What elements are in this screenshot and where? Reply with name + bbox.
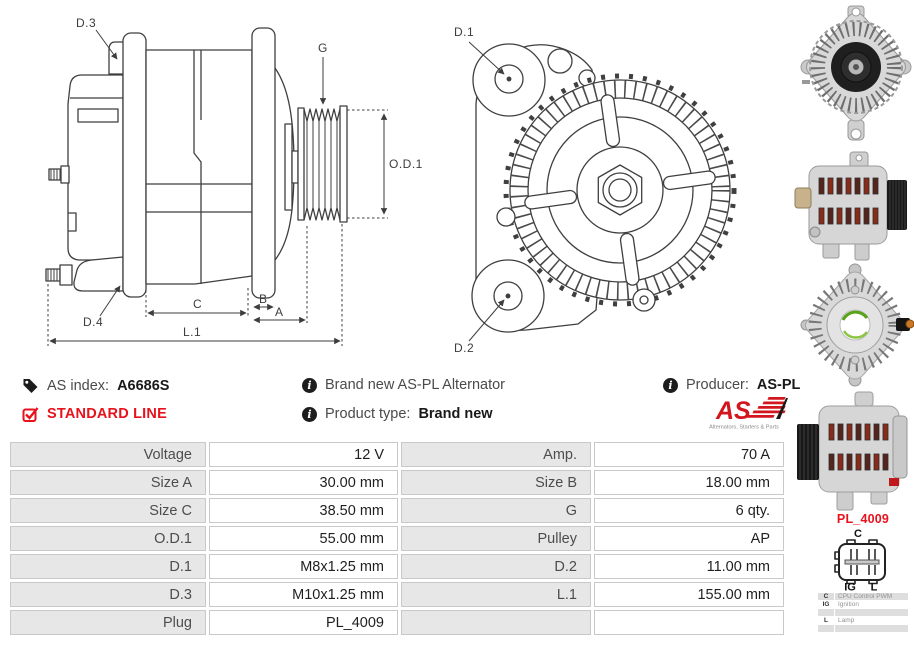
spec-label-voltage: Voltage (10, 442, 206, 467)
spec-label-size-c: Size C (10, 498, 206, 523)
legend-desc (835, 609, 908, 616)
info-icon: i (302, 378, 317, 393)
product-type-label: Product type: (325, 406, 411, 422)
spec-value-size-c: 38.50 mm (209, 498, 398, 523)
product-photo-side-right (793, 148, 914, 262)
as-index-label: AS index: (47, 377, 110, 394)
legend-key: L (818, 617, 834, 624)
drawing-front-view (430, 0, 790, 365)
spec-value-size-a: 30.00 mm (209, 470, 398, 495)
spec-label-empty (401, 610, 591, 635)
spec-table (10, 442, 784, 635)
producer-row (663, 377, 800, 393)
dim-label-d1: D.1 (454, 25, 475, 39)
spec-value-amp: 70 A (594, 442, 784, 467)
spec-label-d3: D.3 (10, 582, 206, 607)
plug-title: PL_4009 (836, 512, 890, 526)
standard-line-row (22, 406, 167, 422)
product-photo-rear (796, 260, 914, 390)
spec-value-l1: 155.00 mm (594, 582, 784, 607)
spec-value-d2: 11.00 mm (594, 554, 784, 579)
plug-pin-c-label: C (854, 528, 862, 540)
spec-value-voltage: 12 V (209, 442, 398, 467)
producer-value: AS-PL (756, 377, 801, 393)
spec-label-d1: D.1 (10, 554, 206, 579)
producer-label: Producer: (686, 377, 749, 393)
logo-text: AS (716, 397, 751, 425)
plug-connector-diagram (833, 527, 893, 591)
spec-value-d1: M8x1.25 mm (209, 554, 398, 579)
plug-legend (818, 593, 908, 632)
info-icon: i (663, 378, 678, 393)
dim-label-g: G (318, 41, 328, 55)
standard-line-badge: STANDARD LINE (47, 406, 167, 422)
legend-key: IG (818, 601, 834, 608)
spec-label-plug: Plug (10, 610, 206, 635)
legend-desc: Lamp (835, 617, 908, 624)
as-index-value: A6686S (117, 377, 170, 394)
spec-label-pulley: Pulley (401, 526, 591, 551)
as-pl-logo (698, 394, 790, 432)
dim-label-a: A (275, 305, 284, 319)
legend-desc (835, 625, 908, 632)
dim-label-b: B (259, 292, 268, 306)
spec-value-d3: M10x1.25 mm (209, 582, 398, 607)
spec-label-od1: O.D.1 (10, 526, 206, 551)
plug-block (814, 512, 912, 632)
spec-label-size-b: Size B (401, 470, 591, 495)
spec-value-g: 6 qty. (594, 498, 784, 523)
spec-value-od1: 55.00 mm (209, 526, 398, 551)
brand-new-text: Brand new AS-PL Alternator (325, 377, 506, 393)
dim-label-d3: D.3 (76, 16, 97, 30)
spec-value-size-b: 18.00 mm (594, 470, 784, 495)
spec-label-size-a: Size A (10, 470, 206, 495)
drawing-side-view (30, 0, 430, 365)
legend-key: C (818, 593, 834, 600)
dim-label-l1: L.1 (183, 325, 202, 339)
info-icon: i (302, 407, 317, 422)
tag-icon (22, 377, 39, 394)
legend-key (818, 609, 834, 616)
legend-key (818, 625, 834, 632)
spec-value-pulley: AP (594, 526, 784, 551)
product-type-row (302, 406, 493, 422)
spec-value-empty (594, 610, 784, 635)
legend-desc: Ignition (835, 601, 908, 608)
plug-pin-ig-label: IG (844, 581, 856, 591)
spec-label-l1: L.1 (401, 582, 591, 607)
legend-desc: CPU Control PWM (835, 593, 908, 600)
dim-label-d2: D.2 (454, 341, 475, 355)
spec-label-d2: D.2 (401, 554, 591, 579)
product-photo-front (800, 4, 912, 146)
dim-label-c: C (193, 297, 203, 311)
plug-pin-l-label: L (870, 581, 878, 591)
dim-label-d4: D.4 (83, 315, 104, 329)
brand-new-row (302, 377, 505, 393)
spec-value-plug: PL_4009 (209, 610, 398, 635)
checkbox-checked-icon (22, 406, 39, 422)
dim-label-od1: O.D.1 (389, 157, 423, 171)
product-type-value: Brand new (418, 406, 493, 422)
logo-tagline: Alternators, Starters & Parts (709, 424, 779, 431)
product-photo-side-left (793, 390, 914, 518)
as-index-row (22, 377, 169, 394)
spec-label-amp: Amp. (401, 442, 591, 467)
spec-label-g: G (401, 498, 591, 523)
